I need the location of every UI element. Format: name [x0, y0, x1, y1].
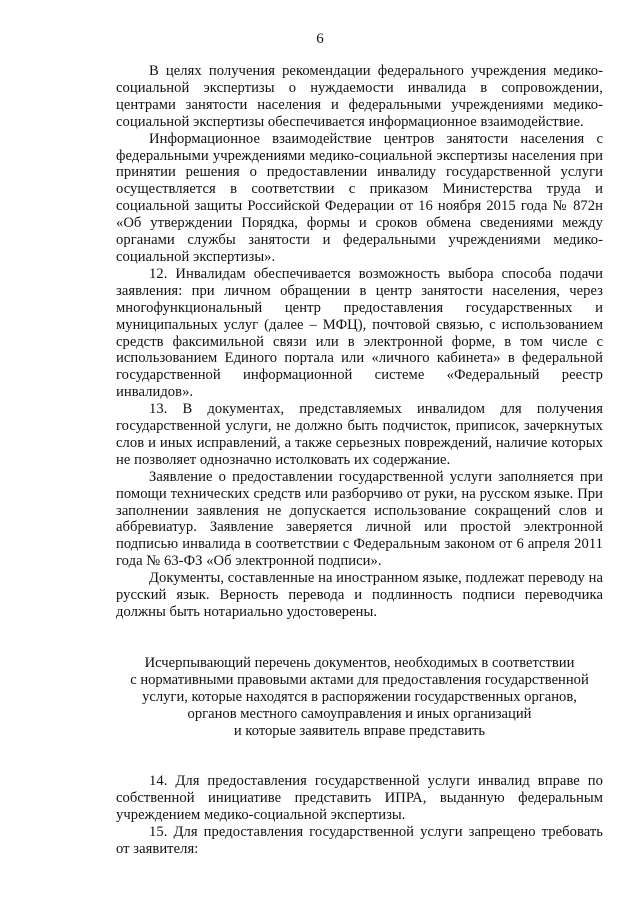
paragraph-application-filling: Заявление о предоставлении государственной услуги заполняется при помощи технических средств или разборчиво от руки, на русском языке. При заполнении заявления не допускается использование сокращений слов и аббревиатур. Заявление заверяется личной или простой электронной подписью инвалида в соответствии с Федеральным законом от 6 апреля 2011 года № 63-ФЗ «Об электронной подписи».: [116, 468, 603, 570]
paragraph-item-13: 13. В документах, представляемых инвалидом для получения государственной услуги, не должно быть подчисток, приписок, зачеркнутых слов и иных исправлений, а также серьезных повреждений, наличие которых не позволяет однозначно истолковать их содержание.: [116, 401, 603, 468]
section-spacer: [116, 638, 603, 655]
paragraph-item-12: 12. Инвалидам обеспечивается возможность выбора способа подачи заявления: при личном обращении в центр занятости населения, через многофункциональный центр предоставления государственных и муниципальных услуг (далее – МФЦ), почтовой связью, с использованием средств факсимильной связи или в электронной форме, в том числе с использованием Единого портала или «личного кабинета» в федеральной государственной информационной системе «Федеральный реестр инвалидов».: [116, 265, 603, 401]
section-spacer: [116, 739, 603, 756]
paragraph-mse-recommendation: В целях получения рекомендации федерального учреждения медико-социальной экспертизы о нуждаемости инвалида в сопровождении, центрами занятости населения и федеральными учреждениями медико-социальной экспертизы обеспечивается информационное взаимодействие.: [116, 63, 603, 130]
page-number: 6: [316, 31, 324, 47]
section-heading-line: услуги, которые находятся в распоряжении государственных органов,: [142, 688, 577, 705]
section-spacer: [116, 756, 603, 773]
section-heading-line: и которые заявитель вправе представить: [233, 722, 486, 739]
section-spacer: [116, 621, 603, 638]
section-heading: [108, 655, 611, 740]
paragraph-foreign-documents: Документы, составленные на иностранном языке, подлежат переводу на русский язык. Верность перевода и подлинность подписи переводчика должны быть нотариально удостоверены.: [116, 570, 603, 620]
section-heading-line: с нормативными правовыми актами для предоставления государственной: [130, 671, 589, 688]
paragraph-item-14: 14. Для предоставления государственной услуги инвалид вправе по собственной инициативе представить ИПРА, выданную федеральным учреждением медико-социальной экспертизы.: [116, 773, 603, 824]
section-heading-line: Исчерпывающий перечень документов, необходимых в соответствии: [144, 654, 575, 671]
document-body: [116, 63, 603, 858]
paragraph-item-15: 15. Для предоставления государственной услуги запрещено требовать от заявителя:: [116, 824, 603, 858]
section-heading-line: органов местного самоуправления и иных организаций: [187, 705, 532, 722]
paragraph-information-exchange: Информационное взаимодействие центров занятости населения с федеральными учреждениями медико-социальной экспертизы населения при принятии решения о предоставлении инвалиду государственной услуги осуществляется в соответствии с приказом Министерства труда и социальной защиты Российской Федерации от 16 ноября 2015 года № 872н «Об утверждении Порядка, формы и сроков обмена сведениями между органами службы занятости и федеральными учреждениями медико-социальной экспертизы».: [116, 130, 603, 265]
